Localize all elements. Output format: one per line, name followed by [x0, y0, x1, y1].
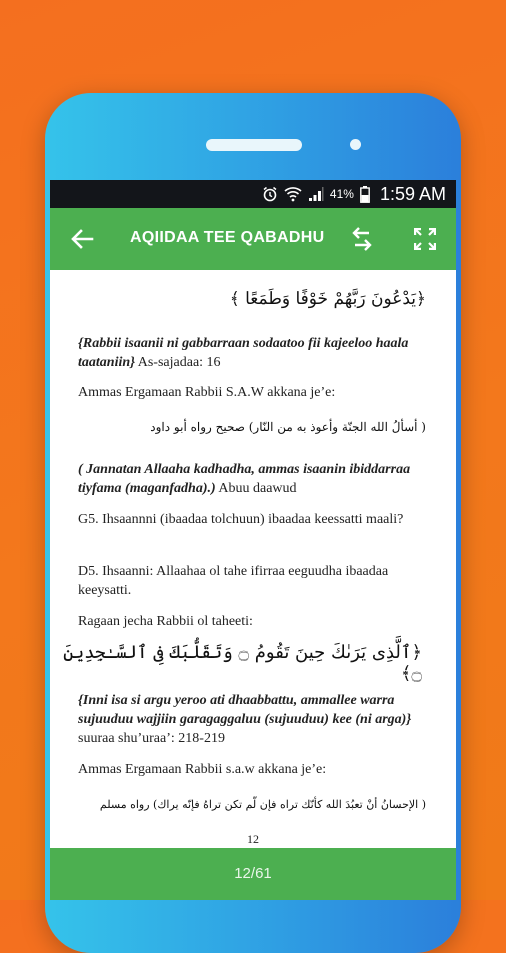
- translation-7-ref: suuraa shu’uraa’: 218-219: [78, 731, 225, 746]
- app-toolbar: [50, 208, 456, 270]
- battery-icon: [360, 186, 370, 203]
- translation-7: [78, 691, 428, 748]
- back-arrow-icon[interactable]: [68, 225, 96, 253]
- translation-1: [78, 334, 428, 372]
- fullscreen-icon[interactable]: [414, 228, 436, 250]
- signal-icon: [308, 186, 324, 202]
- translation-3-ref: Abuu daawud: [215, 481, 297, 496]
- swap-icon[interactable]: [350, 226, 374, 252]
- paragraph-8: Ammas Ergamaan Rabbii s.a.w akkana je’e:: [78, 762, 327, 777]
- translation-7-text: {Inni isa si argu yeroo ati dhaabbattu, ammallee warra sujuuduu wajjiin garagaggaluu (sujuuduu) kee (ni arga)}: [78, 693, 412, 727]
- translation-1-text: {Rabbii isaanii ni gabbarraan sodaatoo fii kajeeloo haala taataniin}: [78, 336, 409, 370]
- page-indicator: 12/61: [234, 865, 272, 882]
- paragraph-2: Ammas Ergamaan Rabbii S.A.W akkana je’e:: [78, 385, 336, 400]
- page-number: 12: [247, 832, 259, 846]
- battery-percent: 41%: [329, 187, 354, 201]
- translation-3-text: ( Jannatan Allaaha kadhadha, ammas isaanin ibiddarraa tiyfama (maganfadha).): [78, 462, 411, 496]
- phone-speaker: [206, 139, 302, 151]
- book-page[interactable]: [50, 270, 456, 848]
- status-bar: [50, 180, 456, 208]
- translation-3: [78, 460, 428, 498]
- arabic-verse-2: ﴿ٱلَّذِى يَرَىٰكَ حِينَ تَقُومُ ۝ وَتَقَلُّبَكَ فِى ٱلسَّـٰجِدِينَ ۝﴾: [63, 642, 422, 684]
- app-screen: [50, 180, 456, 900]
- arabic-verse-1: ﴿يَدْعُونَ رَبَّهُمْ خَوْفًا وَطَمَعًا ﴾: [229, 289, 426, 309]
- status-icons: [262, 182, 446, 206]
- app-title: AQIIDAA TEE QABADHU: [130, 229, 325, 246]
- wifi-icon: [284, 186, 302, 202]
- arabic-hadith-2: ( الإحسانُ أنْ تعبُدَ الله كأنّك تراه فإن لّم تكن تراهُ فإنّه يراك) رواه مسلم: [99, 798, 426, 811]
- paragraph-6: Ragaan jecha Rabbii ol taheeti:: [78, 614, 253, 629]
- answer-5: D5. Ihsaanni: Allaahaa ol tahe ifirraa eeguudha ibaadaa keeysatti.: [78, 564, 389, 598]
- alarm-icon: [262, 186, 278, 202]
- translation-1-ref: As-sajadaa: 16: [135, 355, 221, 370]
- arabic-hadith-1: ( أسألُ الله الجنّة وأعوذ به من النّار) صحيح رواه أبو داود: [150, 420, 426, 434]
- status-time: 1:59 AM: [379, 183, 446, 204]
- phone-camera: [350, 139, 361, 150]
- page-indicator-bar: [50, 848, 456, 900]
- question-5: G5. Ihsaannni (ibaadaa tolchuun) ibaadaa keessatti maali?: [78, 512, 404, 527]
